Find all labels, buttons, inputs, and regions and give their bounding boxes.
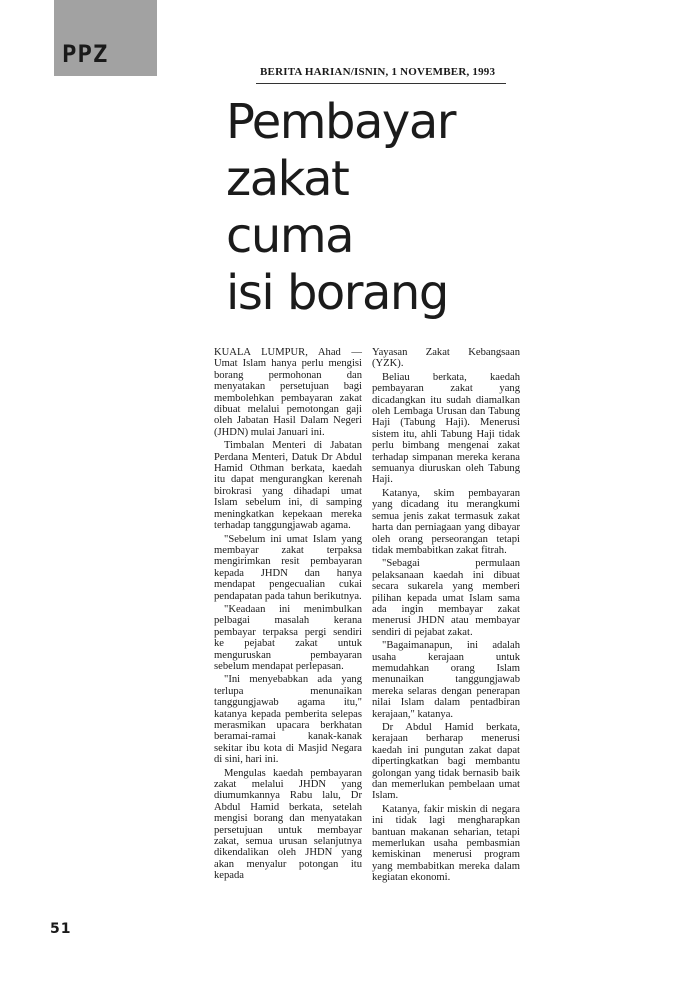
article-paragraph: Dr Abdul Hamid berkata, kerajaan berharap menerusi kaedah ini pungutan zakat dapat dipertingkatkan bagi membantu golongan yang tidak bernasib baik dan memerlukan pembelaan umat Islam. (372, 722, 520, 802)
article-column-1 (214, 347, 362, 884)
article-paragraph: Katanya, skim pembayaran yang dicadang itu merangkumi semua jenis zakat termasuk zakat harta dan perniagaan yang dibayar oleh orang perseorangan tetapi tidak membabitkan zakat fitrah. (372, 487, 520, 556)
article-paragraph: "Sebagai permulaan pelaksanaan kaedah ini dibuat secara sukarela yang memberi pilihan kepada umat Islam sama ada ingin membayar zakat menerusi JHDN atau membayar sendiri di pejabat zakat. (372, 558, 520, 638)
article-column-2 (372, 347, 520, 886)
article-paragraph: KUALA LUMPUR, Ahad — Umat Islam hanya perlu mengisi borang permohonan dan menyatakan persetujuan bagi membolehkan pembayaran zakat dibuat melalui pemotongan gaji oleh Jabatan Hasil Dalam Negeri (JHDN) mulai Januari ini. (214, 347, 362, 438)
section-label: PPZ (62, 40, 109, 68)
article-paragraph: Katanya, fakir miskin di negara ini tidak lagi mengharapkan bantuan makanan seharian, tetapi memerlukan usaha pembasmian kemiskinan menerusi program yang membabitkan mereka dalam kegiatan ekonomi. (372, 803, 520, 884)
headline-line: isi borang (226, 265, 448, 321)
article-paragraph: "Sebelum ini umat Islam yang membayar zakat terpaksa mengirimkan resit pembayaran kepada JHDN dan hanya mendapat pengecualian cukai pendapatan pada tahun berikutnya. (214, 533, 362, 602)
page-number: 51 (50, 921, 72, 937)
article-paragraph: "Bagaimanapun, ini adalah usaha kerajaan untuk memudahkan orang Islam menunaikan tanggungjawab mereka selaras dengan penerapan nilai Islam dalam pentadbiran kerajaan," katanya. (372, 640, 520, 720)
article-paragraph: Mengulas kaedah pembayaran zakat melalui JHDN yang diumumkannya Rabu lalu, Dr Abdul Hamid berkata, setelah mengisi borang dan menyatakan persetujuan untuk membayar zakat, semua urusan selanjutnya dikendalikan oleh JHDN yang akan menyalur potongan itu kepada (214, 767, 362, 882)
headline-line: zakat (226, 151, 349, 207)
dateline: BERITA HARIAN/ISNIN, 1 NOVEMBER, 1993 (260, 66, 496, 78)
article-paragraph: Yayasan Zakat Kebangsaan (YZK). (372, 347, 520, 370)
article-paragraph: Beliau berkata, kaedah pembayaran zakat yang dicadangkan itu sudah diamalkan oleh Lembaga Urusan dan Tabung Haji (Tabung Haji). Menerusi sistem itu, ahli Tabung Haji tidak perlu bimbang mengenai zakat terhadap simpanan mereka kerana semuanya diuruskan oleh Tabung Haji. (372, 371, 520, 486)
article-paragraph: Timbalan Menteri di Jabatan Perdana Menteri, Datuk Dr Abdul Hamid Othman berkata, kaedah itu dapat mengurangkan kerenah birokrasi yang dihadapi umat Islam sebelum ini, di samping meningkatkan kepekaan mereka terhadap tanggungjawab agama. (214, 440, 362, 532)
headline-line: Pembayar (226, 94, 455, 150)
headline-line: cuma (226, 208, 353, 264)
header-rule (256, 83, 506, 84)
article-paragraph: "Ini menyebabkan ada yang terlupa menunaikan tanggungjawab agama itu," katanya kepada pemberita selepas merasmikan upacara berkhatan beramai-ramai kanak-kanak sekitar ibu kota di Masjid Negara di sini, hari ini. (214, 674, 362, 766)
article-paragraph: "Keadaan ini menimbulkan pelbagai masalah kerana pembayar terpaksa pergi sendiri ke pejabat zakat untuk menguruskan pembayaran sebelum mendapat perlepasan. (214, 603, 362, 672)
headline (226, 94, 455, 322)
